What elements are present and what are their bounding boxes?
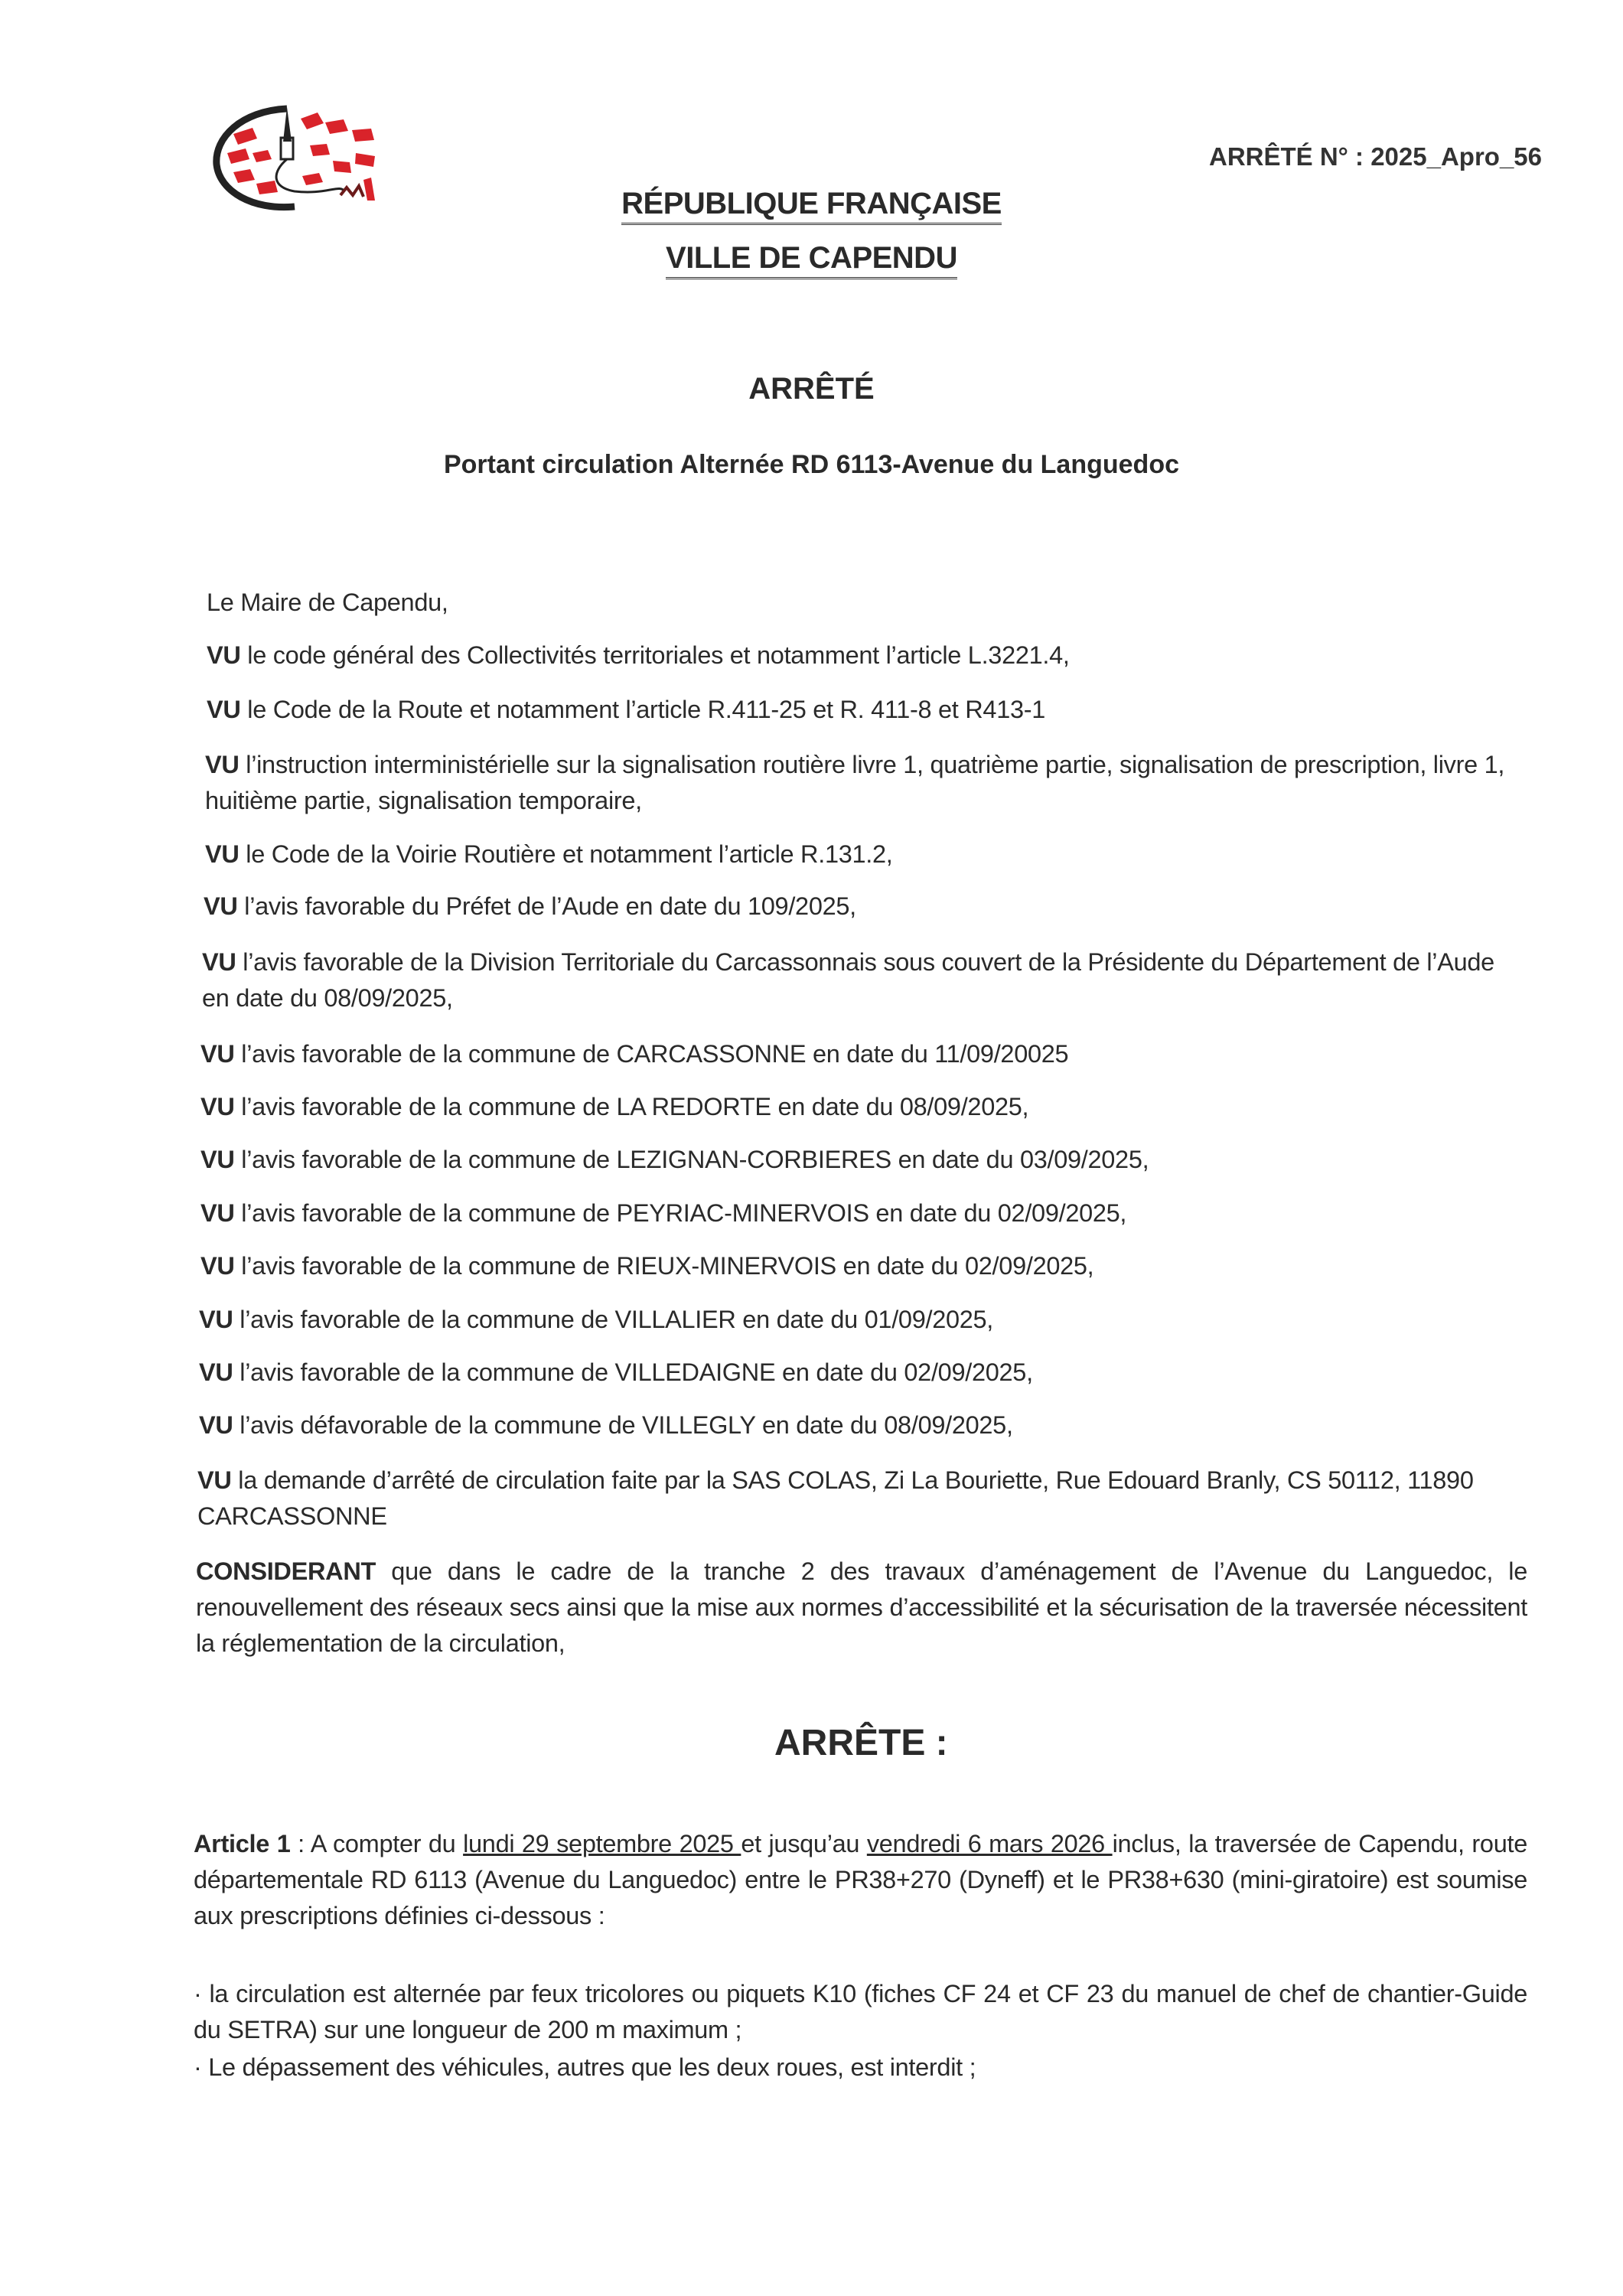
bullet-item: · la circulation est alternée par feux tricolores ou piquets K10 (fiches CF 24 et CF 23 du manuel de chef de chantier-Guide du SETRA) sur une longueur de 200 m maximum ; <box>194 1980 1527 2043</box>
visa-item <box>199 1355 1527 1391</box>
visa-text: l’avis favorable de la commune de PEYRIAC-MINERVOIS en date du 02/09/2025, <box>234 1199 1127 1227</box>
visa-item <box>205 747 1527 819</box>
visa-item <box>204 889 1527 925</box>
visa-label: VU <box>200 1093 235 1120</box>
visa-item <box>199 1407 1527 1443</box>
visa-label: VU <box>199 1306 233 1333</box>
visa-label: VU <box>197 1466 232 1494</box>
visa-text: l’avis favorable de la commune de VILLEDAIGNE en date du 02/09/2025, <box>233 1358 1033 1386</box>
document-subtitle: Portant circulation Alternée RD 6113-Avenue du Languedoc <box>443 450 1179 479</box>
visa-label: VU <box>200 1040 235 1068</box>
visa-item <box>202 944 1527 1016</box>
end-date: vendredi 6 mars 2026 <box>866 1830 1113 1857</box>
visa-label: VU <box>207 696 241 723</box>
visa-label: VU <box>204 892 238 920</box>
visa-text: l’instruction interministérielle sur la signalisation routière livre 1, quatrième partie, signalisation de prescription, livre 1, huitième partie, signalisation temporaire, <box>205 751 1505 814</box>
visa-text: l’avis favorable du Préfet de l’Aude en date du 109/2025, <box>237 892 856 920</box>
visa-label: VU <box>205 840 240 868</box>
visa-text: l’avis défavorable de la commune de VILLEGLY en date du 08/09/2025, <box>233 1411 1013 1439</box>
visa-text: l’avis favorable de la commune de LEZIGNAN-CORBIERES en date du 03/09/2025, <box>234 1146 1149 1173</box>
visa-item <box>199 1302 1527 1338</box>
visa-item <box>197 1463 1527 1534</box>
visa-label: VU <box>199 1411 233 1439</box>
ville-heading: VILLE DE CAPENDU <box>666 241 957 279</box>
visa-label: VU <box>207 641 241 669</box>
considerant-text: que dans le cadre de la tranche 2 des travaux d’aménagement de l’Avenue du Languedoc, le renouvellement des réseaux secs ainsi que la mise aux normes d’accessibilité et la sécurisation de la traversée nécessitent la réglementation de la circulation, <box>196 1557 1527 1657</box>
start-date: lundi 29 septembre 2025 <box>463 1830 741 1857</box>
article-1-text: et jusqu’au <box>741 1830 867 1857</box>
considerant-paragraph <box>196 1554 1527 1662</box>
visa-label: VU <box>199 1358 233 1386</box>
arrete-heading: ARRÊTE : <box>774 1723 948 1763</box>
visa-item <box>207 692 1527 728</box>
article-1-text: : A compter du <box>290 1830 464 1857</box>
visa-item <box>200 1089 1527 1125</box>
visa-item <box>200 1142 1527 1178</box>
visa-item <box>200 1195 1527 1231</box>
visa-text: l’avis favorable de la commune de RIEUX-MINERVOIS en date du 02/09/2025, <box>234 1252 1094 1280</box>
visa-label: VU <box>200 1252 235 1280</box>
visa-text: l’avis favorable de la Division Territoriale du Carcassonnais sous couvert de la Présidente du Département de l’Aude en date du 08/09/2025, <box>202 948 1494 1012</box>
visa-text: l’avis favorable de la commune de CARCASSONNE en date du 11/09/20025 <box>234 1040 1069 1068</box>
visa-text: la demande d’arrêté de circulation faite par la SAS COLAS, Zi La Bouriette, Rue Edouard Branly, CS 50112, 11890 CARCASSONNE <box>197 1466 1474 1530</box>
arrete-number: ARRÊTÉ N° : 2025_Apro_56 <box>1209 142 1543 171</box>
visa-label: VU <box>202 948 236 976</box>
intro-text: Le Maire de Capendu, <box>207 589 448 616</box>
republique-heading: RÉPUBLIQUE FRANÇAISE <box>621 187 1002 225</box>
visa-item <box>205 837 1527 872</box>
bullet-item: · Le dépassement des véhicules, autres que les deux roues, est interdit ; <box>194 2053 976 2081</box>
visa-label: VU <box>200 1199 235 1227</box>
visa-item <box>207 638 1527 673</box>
considerant-label: CONSIDERANT <box>196 1557 376 1585</box>
ville-heading-wrap <box>0 241 1623 279</box>
visa-text: le Code de la Voirie Routière et notamment l’article R.131.2, <box>239 840 893 868</box>
article-1 <box>194 1826 1527 1934</box>
republique-heading-wrap <box>0 187 1623 225</box>
document-title: ARRÊTÉ <box>748 372 875 406</box>
visa-text: le Code de la Route et notamment l’article R.411-25 et R. 411-8 et R413-1 <box>240 696 1046 723</box>
visa-text: le code général des Collectivités territoriales et notamment l’article L.3221.4, <box>240 641 1070 669</box>
article-1-label: Article 1 <box>194 1830 291 1857</box>
visa-label: VU <box>205 751 240 778</box>
visa-item <box>200 1248 1527 1284</box>
article-1-text: inclus, la traversée de Capendu, route départementale RD 6113 (Avenue du Languedoc) entre le PR38+270 (Dyneff) et le PR38+630 (mini-giratoire) est soumise aux prescriptions définies ci-dessous : <box>194 1830 1527 1929</box>
visa-label: VU <box>200 1146 235 1173</box>
visa-text: l’avis favorable de la commune de LA REDORTE en date du 08/09/2025, <box>234 1093 1029 1120</box>
visa-item <box>200 1036 1527 1072</box>
visa-text: l’avis favorable de la commune de VILLALIER en date du 01/09/2025, <box>233 1306 994 1333</box>
